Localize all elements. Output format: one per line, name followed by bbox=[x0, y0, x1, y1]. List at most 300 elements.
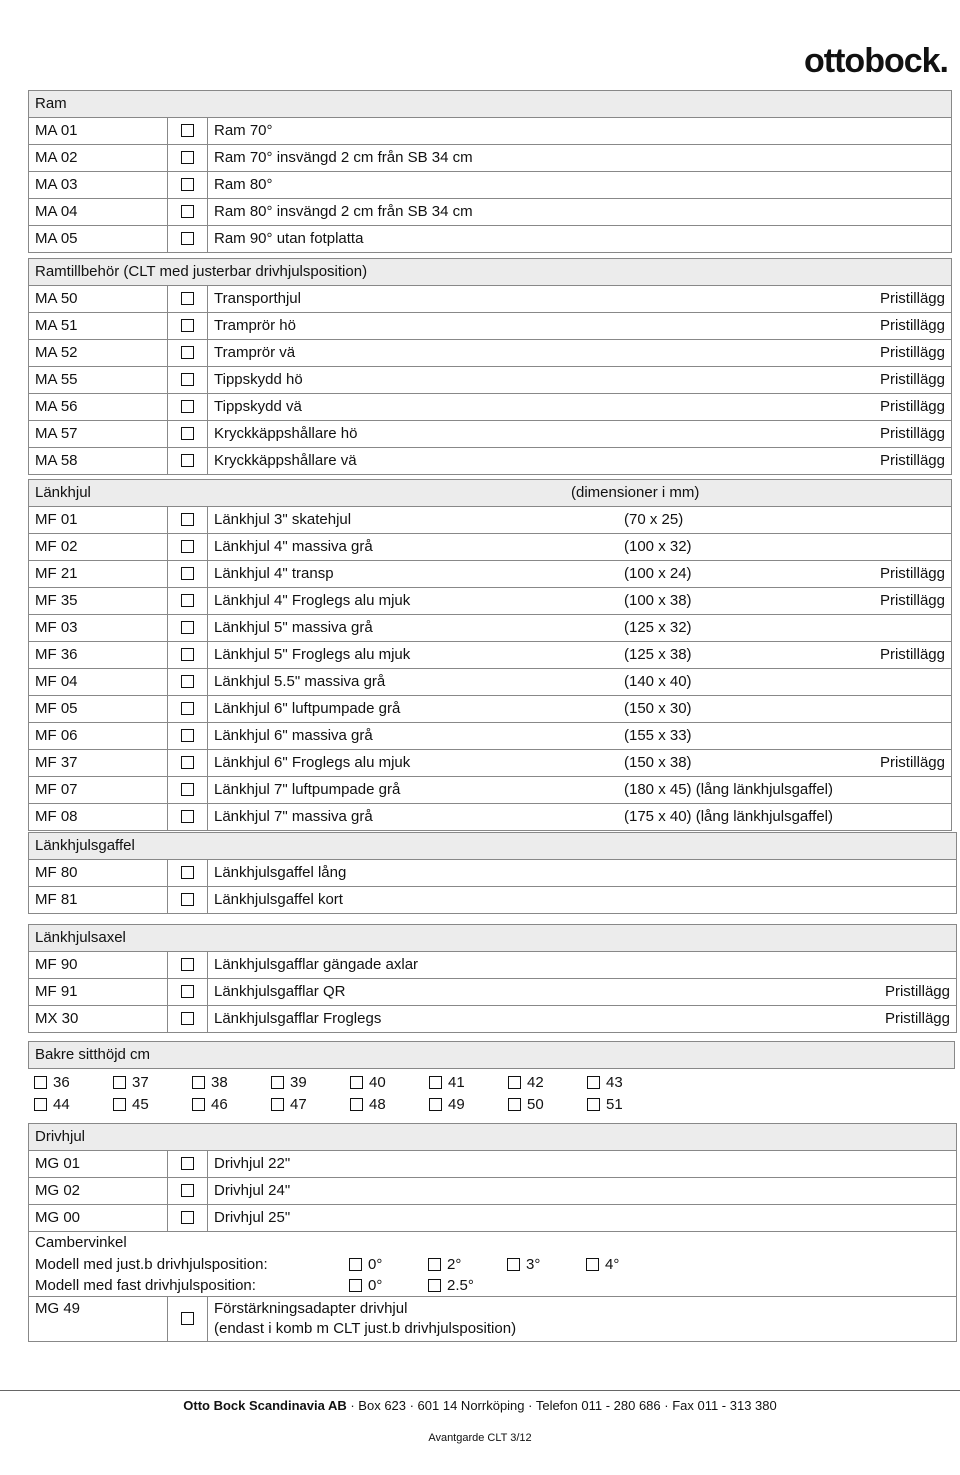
section-title-text: Drivhjul bbox=[35, 1128, 86, 1145]
camber-row bbox=[29, 1275, 956, 1296]
article-code: MA 55 bbox=[35, 371, 78, 388]
adapter-row bbox=[29, 1296, 956, 1341]
checkbox[interactable] bbox=[181, 124, 194, 137]
checkbox[interactable] bbox=[181, 648, 194, 661]
footer-details: · Box 623 · 601 14 Norrköping · Telefon 011 - 280 686 · Fax 011 - 313 380 bbox=[346, 1398, 777, 1413]
footer-company: Otto Bock Scandinavia AB bbox=[183, 1398, 347, 1413]
checkbox[interactable] bbox=[271, 1098, 284, 1111]
checkbox[interactable] bbox=[113, 1098, 126, 1111]
column-divider bbox=[167, 887, 168, 913]
column-divider bbox=[207, 887, 208, 913]
section-title-text: Länkhjulsgaffel bbox=[35, 837, 135, 854]
seat-height-option[interactable] bbox=[587, 1072, 623, 1094]
section-sitthojd bbox=[28, 1041, 955, 1116]
surcharge-label: Pristillägg bbox=[879, 344, 945, 361]
section-title bbox=[29, 925, 956, 952]
article-description: Länkhjulsgafflar Froglegs bbox=[214, 1010, 382, 1027]
camber-label: Modell med just.b drivhjulsposition: bbox=[35, 1256, 268, 1273]
article-code: MA 50 bbox=[35, 290, 78, 307]
checkbox[interactable] bbox=[350, 1098, 363, 1111]
camber-option[interactable] bbox=[428, 1275, 474, 1296]
checkbox[interactable] bbox=[586, 1258, 599, 1271]
article-dimension: (100 x 32) bbox=[624, 538, 692, 555]
column-divider bbox=[167, 199, 168, 225]
seat-height-value: 36 bbox=[53, 1074, 70, 1091]
table-row bbox=[29, 1205, 956, 1232]
checkbox[interactable] bbox=[349, 1279, 362, 1292]
article-description: Länkhjulsgafflar QR bbox=[214, 983, 346, 1000]
article-description: Förstärkningsadapter drivhjul bbox=[214, 1300, 408, 1317]
checkbox[interactable] bbox=[34, 1098, 47, 1111]
column-divider bbox=[207, 1205, 208, 1231]
section-title bbox=[29, 480, 951, 507]
checkbox[interactable] bbox=[181, 319, 194, 332]
column-divider bbox=[207, 723, 208, 749]
camber-value: 0° bbox=[368, 1277, 383, 1294]
seat-height-option[interactable] bbox=[271, 1072, 307, 1094]
article-dimension: (150 x 38) bbox=[624, 754, 692, 771]
checkbox[interactable] bbox=[181, 373, 194, 386]
camber-label: Modell med fast drivhjulsposition: bbox=[35, 1277, 256, 1294]
footer-divider bbox=[0, 1390, 960, 1391]
column-divider bbox=[167, 1151, 168, 1177]
table-row bbox=[29, 421, 951, 448]
column-divider bbox=[167, 367, 168, 393]
column-divider bbox=[167, 448, 168, 474]
column-divider bbox=[207, 777, 208, 803]
surcharge-label: Pristillägg bbox=[879, 452, 945, 469]
seat-height-value: 37 bbox=[132, 1074, 149, 1091]
article-code: MA 51 bbox=[35, 317, 78, 334]
checkbox[interactable] bbox=[181, 232, 194, 245]
seat-height-value: 50 bbox=[527, 1096, 544, 1113]
checkbox[interactable] bbox=[428, 1258, 441, 1271]
column-divider bbox=[207, 534, 208, 560]
column-divider bbox=[167, 118, 168, 144]
checkbox[interactable] bbox=[181, 1157, 194, 1170]
column-divider bbox=[207, 226, 208, 252]
camber-option[interactable] bbox=[349, 1275, 382, 1296]
article-description: Drivhjul 22" bbox=[214, 1155, 291, 1172]
surcharge-label: Pristillägg bbox=[879, 290, 945, 307]
article-description: Länkhjul 6" luftpumpade grå bbox=[214, 700, 401, 717]
column-divider bbox=[167, 696, 168, 722]
article-description: Länkhjulsgafflar gängade axlar bbox=[214, 956, 419, 973]
checkbox[interactable] bbox=[181, 540, 194, 553]
camber-value: 2.5° bbox=[447, 1277, 474, 1294]
article-dimension: (100 x 38) bbox=[624, 592, 692, 609]
column-divider bbox=[167, 1205, 168, 1231]
article-description: Länkhjul 7" massiva grå bbox=[214, 808, 373, 825]
checkbox[interactable] bbox=[181, 810, 194, 823]
article-description: Länkhjulsgaffel lång bbox=[214, 864, 347, 881]
seat-height-option[interactable] bbox=[34, 1094, 70, 1116]
seat-height-option[interactable] bbox=[34, 1072, 70, 1094]
column-divider bbox=[207, 367, 208, 393]
surcharge-label: Pristillägg bbox=[879, 425, 945, 442]
table-row bbox=[29, 367, 951, 394]
column-divider bbox=[167, 723, 168, 749]
article-description: Länkhjulsgaffel kort bbox=[214, 891, 343, 908]
article-code: MF 02 bbox=[35, 538, 78, 555]
article-description: Tramprör hö bbox=[214, 317, 296, 334]
table-row bbox=[29, 534, 951, 561]
column-divider bbox=[167, 1006, 168, 1032]
column-divider bbox=[207, 642, 208, 668]
section-ramtillbehor bbox=[28, 258, 952, 475]
checkbox[interactable] bbox=[508, 1076, 521, 1089]
checkbox[interactable] bbox=[429, 1098, 442, 1111]
article-description: Tippskydd vä bbox=[214, 398, 302, 415]
checkbox[interactable] bbox=[181, 427, 194, 440]
checkbox[interactable] bbox=[429, 1076, 442, 1089]
column-divider bbox=[207, 394, 208, 420]
dimension-header: (dimensioner i mm) bbox=[571, 484, 700, 501]
column-divider bbox=[207, 588, 208, 614]
camber-value: 2° bbox=[447, 1256, 462, 1273]
column-divider bbox=[207, 952, 208, 978]
section-title-text: Länkhjulsaxel bbox=[35, 929, 126, 946]
checkbox[interactable] bbox=[34, 1076, 47, 1089]
surcharge-label: Pristillägg bbox=[879, 398, 945, 415]
seat-height-option[interactable] bbox=[350, 1094, 386, 1116]
checkbox[interactable] bbox=[508, 1098, 521, 1111]
article-description: Tippskydd hö bbox=[214, 371, 303, 388]
checkbox[interactable] bbox=[181, 567, 194, 580]
article-code: MF 03 bbox=[35, 619, 78, 636]
section-drivhjul bbox=[28, 1123, 957, 1342]
seat-height-option[interactable] bbox=[429, 1094, 465, 1116]
article-code: MA 52 bbox=[35, 344, 78, 361]
column-divider bbox=[207, 118, 208, 144]
article-code: MF 04 bbox=[35, 673, 78, 690]
checkbox[interactable] bbox=[181, 178, 194, 191]
article-dimension: (100 x 24) bbox=[624, 565, 692, 582]
seat-height-value: 38 bbox=[211, 1074, 228, 1091]
article-code: MA 56 bbox=[35, 398, 78, 415]
section-title bbox=[29, 259, 951, 286]
article-code: MG 02 bbox=[35, 1182, 81, 1199]
checkbox[interactable] bbox=[181, 893, 194, 906]
article-code: MF 07 bbox=[35, 781, 78, 798]
surcharge-label: Pristillägg bbox=[879, 565, 945, 582]
column-divider bbox=[167, 588, 168, 614]
article-description: Länkhjul 4" transp bbox=[214, 565, 334, 582]
article-description: Länkhjul 3" skatehjul bbox=[214, 511, 352, 528]
article-code: MA 02 bbox=[35, 149, 78, 166]
article-code: MF 80 bbox=[35, 864, 78, 881]
seat-height-row bbox=[28, 1072, 955, 1094]
column-divider bbox=[167, 226, 168, 252]
seat-height-value: 48 bbox=[369, 1096, 386, 1113]
article-description: Länkhjul 6" massiva grå bbox=[214, 727, 373, 744]
checkbox[interactable] bbox=[350, 1076, 363, 1089]
seat-height-option[interactable] bbox=[113, 1094, 149, 1116]
column-divider bbox=[207, 313, 208, 339]
column-divider bbox=[207, 448, 208, 474]
column-divider bbox=[207, 286, 208, 312]
table-row bbox=[29, 1006, 956, 1032]
checkbox[interactable] bbox=[181, 756, 194, 769]
article-code: MA 58 bbox=[35, 452, 78, 469]
checkbox[interactable] bbox=[113, 1076, 126, 1089]
table-row bbox=[29, 172, 951, 199]
checkbox[interactable] bbox=[349, 1258, 362, 1271]
checkbox[interactable] bbox=[181, 1012, 194, 1025]
section-title-text: Bakre sitthöjd cm bbox=[35, 1046, 151, 1063]
seat-height-value: 43 bbox=[606, 1074, 623, 1091]
checkbox[interactable] bbox=[587, 1098, 600, 1111]
column-divider bbox=[207, 979, 208, 1005]
table-row bbox=[29, 1151, 956, 1178]
checkbox[interactable] bbox=[181, 400, 194, 413]
article-description: Länkhjul 5.5" massiva grå bbox=[214, 673, 386, 690]
table-row bbox=[29, 145, 951, 172]
article-description: Länkhjul 5" massiva grå bbox=[214, 619, 373, 636]
table-row bbox=[29, 887, 956, 913]
table-row bbox=[29, 118, 951, 145]
column-divider bbox=[207, 696, 208, 722]
article-code: MF 08 bbox=[35, 808, 78, 825]
checkbox[interactable] bbox=[181, 1312, 194, 1325]
section-lankhjulsaxel bbox=[28, 924, 957, 1033]
column-divider bbox=[207, 172, 208, 198]
surcharge-label: Pristillägg bbox=[879, 592, 945, 609]
column-divider bbox=[167, 394, 168, 420]
checkbox[interactable] bbox=[181, 513, 194, 526]
article-code: MF 01 bbox=[35, 511, 78, 528]
column-divider bbox=[167, 172, 168, 198]
seat-height-option[interactable] bbox=[192, 1072, 228, 1094]
article-dimension: (70 x 25) bbox=[624, 511, 684, 528]
surcharge-label: Pristillägg bbox=[879, 317, 945, 334]
checkbox[interactable] bbox=[271, 1076, 284, 1089]
article-code: MG 01 bbox=[35, 1155, 81, 1172]
table-row bbox=[29, 696, 951, 723]
article-code: MF 90 bbox=[35, 956, 78, 973]
column-divider bbox=[207, 750, 208, 776]
seat-height-value: 51 bbox=[606, 1096, 623, 1113]
column-divider bbox=[207, 1151, 208, 1177]
seat-height-option[interactable] bbox=[350, 1072, 386, 1094]
article-description: Ram 90° utan fotplatta bbox=[214, 230, 364, 247]
article-code: MF 35 bbox=[35, 592, 78, 609]
table-row bbox=[29, 561, 951, 588]
column-divider bbox=[167, 642, 168, 668]
table-row bbox=[29, 340, 951, 367]
section-title bbox=[28, 1042, 955, 1069]
column-divider bbox=[167, 1297, 168, 1341]
column-divider bbox=[167, 1178, 168, 1204]
article-dimension: (140 x 40) bbox=[624, 673, 692, 690]
article-code: MA 01 bbox=[35, 122, 78, 139]
seat-height-value: 47 bbox=[290, 1096, 307, 1113]
article-dimension: (150 x 30) bbox=[624, 700, 692, 717]
table-row bbox=[29, 952, 956, 979]
ottobock-logo: ottobock. bbox=[804, 42, 948, 80]
seat-height-value: 41 bbox=[448, 1074, 465, 1091]
article-dimension: (180 x 45) (lång länkhjulsgaffel) bbox=[624, 781, 834, 798]
table-row bbox=[29, 448, 951, 474]
camber-option[interactable] bbox=[507, 1254, 540, 1275]
checkbox[interactable] bbox=[428, 1279, 441, 1292]
section-title bbox=[29, 91, 951, 118]
article-description: Drivhjul 24" bbox=[214, 1182, 291, 1199]
column-divider bbox=[207, 421, 208, 447]
column-divider bbox=[207, 669, 208, 695]
column-divider bbox=[207, 561, 208, 587]
surcharge-label: Pristillägg bbox=[884, 983, 950, 1000]
checkbox[interactable] bbox=[192, 1076, 205, 1089]
column-divider bbox=[167, 804, 168, 830]
article-code: MF 91 bbox=[35, 983, 78, 1000]
column-divider bbox=[167, 507, 168, 533]
article-code: MF 37 bbox=[35, 754, 78, 771]
checkbox[interactable] bbox=[181, 675, 194, 688]
checkbox[interactable] bbox=[181, 454, 194, 467]
camber-value: 3° bbox=[526, 1256, 541, 1273]
column-divider bbox=[207, 860, 208, 886]
table-row bbox=[29, 750, 951, 777]
section-title-text: Länkhjul bbox=[35, 484, 91, 501]
seat-height-option[interactable] bbox=[271, 1094, 307, 1116]
checkbox[interactable] bbox=[181, 151, 194, 164]
article-code: MF 81 bbox=[35, 891, 78, 908]
seat-height-value: 40 bbox=[369, 1074, 386, 1091]
table-row bbox=[29, 860, 956, 887]
checkbox[interactable] bbox=[181, 729, 194, 742]
column-divider bbox=[207, 1006, 208, 1032]
column-divider bbox=[207, 340, 208, 366]
seat-height-option[interactable] bbox=[192, 1094, 228, 1116]
section-lankhjulsgaffel bbox=[28, 832, 957, 914]
table-row bbox=[29, 394, 951, 421]
table-row bbox=[29, 804, 951, 830]
column-divider bbox=[167, 421, 168, 447]
article-code: MG 00 bbox=[35, 1209, 81, 1226]
article-dimension: (125 x 32) bbox=[624, 619, 692, 636]
table-row bbox=[29, 669, 951, 696]
column-divider bbox=[207, 804, 208, 830]
column-divider bbox=[207, 199, 208, 225]
checkbox[interactable] bbox=[181, 346, 194, 359]
article-code: MF 21 bbox=[35, 565, 78, 582]
table-row bbox=[29, 723, 951, 750]
column-divider bbox=[167, 534, 168, 560]
article-dimension: (125 x 38) bbox=[624, 646, 692, 663]
checkbox[interactable] bbox=[181, 1211, 194, 1224]
column-divider bbox=[167, 561, 168, 587]
article-description: Ram 80° bbox=[214, 176, 273, 193]
table-row bbox=[29, 615, 951, 642]
checkbox[interactable] bbox=[181, 702, 194, 715]
seat-height-value: 42 bbox=[527, 1074, 544, 1091]
article-description: Drivhjul 25" bbox=[214, 1209, 291, 1226]
column-divider bbox=[167, 952, 168, 978]
camber-option[interactable] bbox=[586, 1254, 619, 1275]
seat-height-option[interactable] bbox=[508, 1094, 544, 1116]
article-dimension: (175 x 40) (lång länkhjulsgaffel) bbox=[624, 808, 834, 825]
camber-row bbox=[29, 1254, 956, 1275]
article-code: MA 04 bbox=[35, 203, 78, 220]
column-divider bbox=[167, 777, 168, 803]
table-row bbox=[29, 642, 951, 669]
checkbox[interactable] bbox=[181, 1184, 194, 1197]
surcharge-label: Pristillägg bbox=[879, 371, 945, 388]
section-title-text: Ramtillbehör (CLT med justerbar drivhjulsposition) bbox=[35, 263, 368, 280]
article-description: Tramprör vä bbox=[214, 344, 296, 361]
section-title bbox=[29, 833, 956, 860]
table-row bbox=[29, 777, 951, 804]
article-description: Länkhjul 7" luftpumpade grå bbox=[214, 781, 401, 798]
table-row bbox=[29, 199, 951, 226]
checkbox[interactable] bbox=[587, 1076, 600, 1089]
article-dimension: (155 x 33) bbox=[624, 727, 692, 744]
column-divider bbox=[167, 145, 168, 171]
table-row bbox=[29, 588, 951, 615]
checkbox[interactable] bbox=[181, 292, 194, 305]
article-code: MF 36 bbox=[35, 646, 78, 663]
camber-option[interactable] bbox=[428, 1254, 461, 1275]
article-description: Länkhjul 5" Froglegs alu mjuk bbox=[214, 646, 411, 663]
column-divider bbox=[167, 750, 168, 776]
column-divider bbox=[167, 313, 168, 339]
article-code: MG 49 bbox=[35, 1300, 81, 1317]
section-title-text: Ram bbox=[35, 95, 67, 112]
article-description: Transporthjul bbox=[214, 290, 301, 307]
checkbox[interactable] bbox=[181, 205, 194, 218]
seat-height-value: 39 bbox=[290, 1074, 307, 1091]
seat-height-option[interactable] bbox=[508, 1072, 544, 1094]
checkbox[interactable] bbox=[181, 958, 194, 971]
table-row bbox=[29, 507, 951, 534]
article-code: MX 30 bbox=[35, 1010, 79, 1027]
article-code: MA 03 bbox=[35, 176, 78, 193]
surcharge-label: Pristillägg bbox=[879, 754, 945, 771]
checkbox[interactable] bbox=[181, 985, 194, 998]
column-divider bbox=[167, 979, 168, 1005]
article-code: MF 05 bbox=[35, 700, 78, 717]
table-row bbox=[29, 1178, 956, 1205]
seat-height-option[interactable] bbox=[587, 1094, 623, 1116]
section-title bbox=[29, 1124, 956, 1151]
column-divider bbox=[167, 615, 168, 641]
checkbox[interactable] bbox=[181, 783, 194, 796]
article-code: MA 57 bbox=[35, 425, 78, 442]
seat-height-option[interactable] bbox=[429, 1072, 465, 1094]
checkbox[interactable] bbox=[192, 1098, 205, 1111]
checkbox[interactable] bbox=[181, 866, 194, 879]
table-row bbox=[29, 286, 951, 313]
article-code: MF 06 bbox=[35, 727, 78, 744]
seat-height-option[interactable] bbox=[113, 1072, 149, 1094]
article-code: MA 05 bbox=[35, 230, 78, 247]
column-divider bbox=[207, 145, 208, 171]
surcharge-label: Pristillägg bbox=[884, 1010, 950, 1027]
seat-height-value: 49 bbox=[448, 1096, 465, 1113]
article-description: Ram 70° insvängd 2 cm från SB 34 cm bbox=[214, 149, 473, 166]
article-description: Länkhjul 4" massiva grå bbox=[214, 538, 373, 555]
table-row bbox=[29, 313, 951, 340]
seat-height-value: 44 bbox=[53, 1096, 70, 1113]
camber-title bbox=[29, 1232, 956, 1254]
checkbox[interactable] bbox=[181, 594, 194, 607]
checkbox[interactable] bbox=[181, 621, 194, 634]
camber-option[interactable] bbox=[349, 1254, 382, 1275]
article-description: Länkhjul 4" Froglegs alu mjuk bbox=[214, 592, 411, 609]
footer-address bbox=[0, 1398, 960, 1413]
checkbox[interactable] bbox=[507, 1258, 520, 1271]
